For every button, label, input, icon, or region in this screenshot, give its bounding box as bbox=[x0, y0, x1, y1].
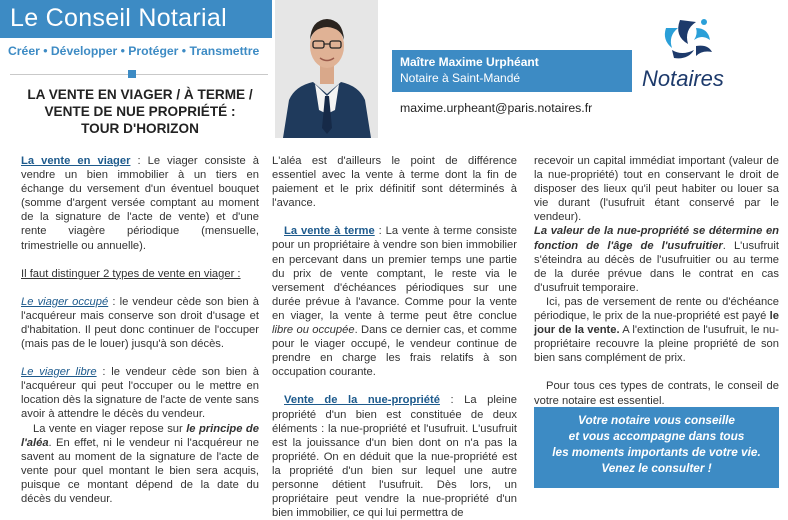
divider bbox=[10, 74, 268, 75]
paragraph-text: : le vendeur cède son bien à l'acquéreur qui peut l'occuper ou le mettre en location dès la signature de l'acte de vente sans avoir à attendre le décès du vendeur. bbox=[21, 366, 259, 421]
paragraph-text: : La vente à terme consiste pour un propriétaire à vendre son bien immobilier en percevant dans un premier temps une partie du prix de vente comptant, le reste via le versement d'échéances périodiques sur une durée prévue à l'avance. Comme pour la vente en viager, la vente à terme peut être conclue bbox=[272, 225, 517, 322]
term-viager-occupe: Le viager occupé bbox=[21, 295, 109, 308]
emphasis: libre ou occupée bbox=[272, 324, 355, 337]
cta-line: Votre notaire vous conseille bbox=[578, 413, 735, 427]
paragraph bbox=[272, 154, 517, 210]
column-title: Le Conseil Notarial bbox=[10, 4, 227, 32]
headline-line: LA VENTE EN VIAGER / À TERME / bbox=[27, 87, 253, 102]
column-1 bbox=[21, 154, 259, 506]
column-2 bbox=[272, 154, 517, 520]
headline-line: VENTE DE NUE PROPRIÉTÉ : bbox=[44, 104, 236, 119]
paragraph bbox=[272, 224, 517, 379]
subheading: Il faut distinguer 2 types de vente en viager : bbox=[21, 267, 241, 280]
portrait-illustration bbox=[275, 0, 378, 138]
emphasis: le principe de l'aléa bbox=[21, 422, 259, 449]
author-box bbox=[392, 50, 632, 92]
author-photo bbox=[275, 0, 378, 138]
paragraph bbox=[534, 379, 779, 407]
paragraph-text: Ici, pas de versement de rente ou d'échéance périodique, le prix de la nue-propriété est payé bbox=[534, 295, 779, 323]
logo-wordmark: Notaires bbox=[642, 66, 724, 91]
headline-line: TOUR D'HORIZON bbox=[81, 121, 199, 136]
header-banner bbox=[0, 0, 272, 38]
paragraph-text: . En effet, ni le vendeur ni l'acquéreur ne savent au moment de la signature de l'acte de vente pour quel montant le bien sera acquis, puisque ce montant dépend de la date du décès du vendeur. bbox=[21, 436, 259, 505]
term-vente-terme: La vente à terme bbox=[284, 225, 375, 238]
paragraph-text: . Dans ce dernier cas, et comme pour le viager occupé, le vendeur continue de prendre en charge les frais relatifs à son occupation courante. bbox=[272, 324, 517, 379]
paragraph-text: L'aléa est d'ailleurs le point de différence essentiel avec la vente à terme dont la fin de paiement et le prix définitif sont déterminés à l'avance. bbox=[272, 155, 517, 210]
term-viager-libre: Le viager libre bbox=[21, 366, 97, 379]
author-name: Maître Maxime Urphéant bbox=[400, 55, 539, 69]
paragraph bbox=[21, 295, 259, 351]
emphasis: La valeur de la nue-propriété se détermine en fonction de l'âge de l'usufruitier bbox=[534, 225, 779, 252]
paragraph bbox=[272, 393, 517, 520]
paragraph-text: : le vendeur cède son bien à l'acquéreur mais conserve son droit d'usage et d'habitation. Il peut donc continuer de l'occuper (mais pas de le louer) jusqu'à son décès. bbox=[21, 295, 259, 351]
divider-marker bbox=[128, 70, 136, 78]
author-email[interactable]: maxime.urpheant@paris.notaires.fr bbox=[400, 101, 593, 115]
author-role: Notaire à Saint-Mandé bbox=[400, 71, 521, 85]
paragraph-text: A l'extinction de l'usufruit, le nu-propriétaire recouvre la pleine propriété de son bien sans complément de prix. bbox=[534, 324, 779, 365]
tagline: Créer • Développer • Protéger • Transmettre bbox=[8, 44, 260, 58]
paragraph-text: recevoir un capital immédiat important (valeur de la nue-propriété) tout en conservant le droit de disposer des lieux qu'il peut habiter ou louer sa vie durant (l'usufruit étant conservé par le vendeur). bbox=[534, 155, 779, 224]
paragraph bbox=[21, 154, 259, 253]
paragraph-text: . L'usufruit s'éteindra au décès de l'usufruitier ou au terme de la durée prévue dans le contrat en cas d'usufruit temporaire. bbox=[534, 239, 779, 294]
paragraph bbox=[534, 224, 779, 294]
paragraph bbox=[534, 154, 779, 224]
emphasis: le jour de la vente. bbox=[534, 310, 779, 337]
paragraph-text: : La pleine propriété d'un bien est constituée de deux éléments : la nue-propriété et l'usufruit. L'usufruit est la jouissance d'un bien dont on n'a pas la propriété. On en déduit que la nue-propriété est la propriété d'un bien sur lequel une autre personne détient l'usufruit. Dès lors, un propriétaire peut vendre la nue-propriété d'un bien immobilier, ce qui lui permettra de bbox=[272, 394, 517, 520]
call-to-action-box bbox=[534, 407, 779, 488]
column-3 bbox=[534, 154, 779, 408]
paragraph-text: Pour tous ces types de contrats, le conseil de votre notaire est essentiel. bbox=[534, 380, 779, 407]
paragraph bbox=[21, 365, 259, 421]
cta-line: et vous accompagne dans tous bbox=[568, 429, 745, 443]
paragraph-text: : Le viager consiste à vendre un bien immobilier à un tiers en échange du versement d'un éventuel bouquet (somme d'argent versée comptant au moment de la signature de l'acte de vente) et d'une rente viagère périodique (mensuelle, trimestrielle ou annuelle). bbox=[21, 155, 259, 252]
term-nue-propriete: Vente de la nue-propriété bbox=[284, 394, 440, 407]
cta-line: Venez le consulter ! bbox=[601, 461, 712, 475]
paragraph bbox=[21, 267, 259, 281]
article-headline bbox=[8, 86, 272, 137]
term-vente-viager: La vente en viager bbox=[21, 155, 131, 167]
cta-line: les moments importants de votre vie. bbox=[552, 445, 761, 459]
paragraph bbox=[21, 422, 259, 507]
paragraph-text: La vente en viager repose sur bbox=[33, 422, 187, 435]
paragraph bbox=[534, 295, 779, 365]
